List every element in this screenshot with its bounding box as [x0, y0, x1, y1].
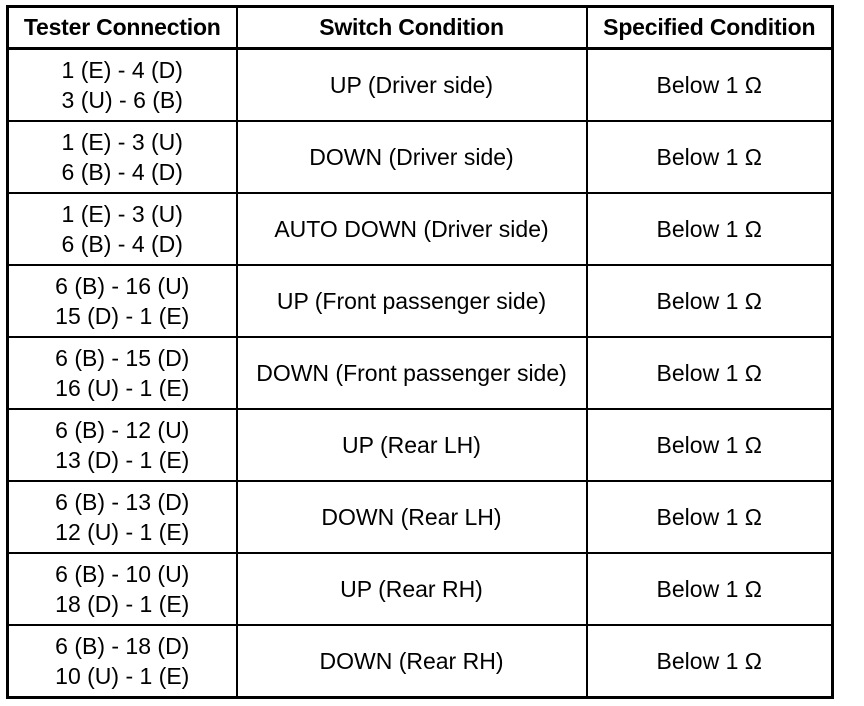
- switch-condition-cell: DOWN (Driver side): [237, 121, 587, 193]
- specified-condition-cell: Below 1 Ω: [587, 193, 833, 265]
- connection-line: 6 (B) - 18 (D): [55, 633, 190, 660]
- switch-condition-cell: UP (Rear LH): [237, 409, 587, 481]
- specified-condition-cell: Below 1 Ω: [587, 337, 833, 409]
- tester-connection-cell: [8, 265, 237, 337]
- switch-condition-cell: UP (Driver side): [237, 49, 587, 121]
- tester-connection-cell: [8, 193, 237, 265]
- switch-condition-cell: DOWN (Rear RH): [237, 625, 587, 697]
- connection-line: 16 (U) - 1 (E): [55, 374, 190, 401]
- connection-line: 10 (U) - 1 (E): [55, 663, 190, 690]
- connection-line: 13 (D) - 1 (E): [55, 447, 190, 474]
- switch-condition-cell: UP (Front passenger side): [237, 265, 587, 337]
- tester-connection-cell: [8, 553, 237, 625]
- header-tester-connection: Tester Connection: [8, 7, 237, 49]
- connection-line: 6 (B) - 12 (U): [55, 417, 190, 444]
- connection-line: 6 (B) - 4 (D): [61, 230, 183, 257]
- connection-line: 6 (B) - 16 (U): [55, 272, 190, 299]
- connection-line: 1 (E) - 4 (D): [61, 56, 183, 83]
- header-switch-condition: Switch Condition: [237, 7, 587, 49]
- switch-inspection-table: [6, 5, 834, 699]
- connection-line: 18 (D) - 1 (E): [55, 591, 190, 618]
- tester-connection-cell: [8, 625, 237, 697]
- table-row: [8, 49, 833, 121]
- specified-condition-cell: Below 1 Ω: [587, 49, 833, 121]
- specified-condition-cell: Below 1 Ω: [587, 553, 833, 625]
- tester-connection-cell: [8, 481, 237, 553]
- specified-condition-cell: Below 1 Ω: [587, 265, 833, 337]
- switch-condition-cell: UP (Rear RH): [237, 553, 587, 625]
- connection-line: 6 (B) - 15 (D): [55, 344, 190, 371]
- switch-condition-cell: AUTO DOWN (Driver side): [237, 193, 587, 265]
- table-header-row: [8, 7, 833, 49]
- switch-condition-cell: DOWN (Rear LH): [237, 481, 587, 553]
- connection-line: 6 (B) - 13 (D): [55, 489, 190, 516]
- connection-line: 15 (D) - 1 (E): [55, 302, 190, 329]
- connection-line: 1 (E) - 3 (U): [61, 128, 183, 155]
- connection-line: 6 (B) - 4 (D): [61, 158, 183, 185]
- tester-connection-cell: [8, 337, 237, 409]
- table-row: [8, 265, 833, 337]
- table-row: [8, 625, 833, 697]
- connection-line: 3 (U) - 6 (B): [61, 86, 183, 113]
- header-specified-condition: Specified Condition: [587, 7, 833, 49]
- specified-condition-cell: Below 1 Ω: [587, 409, 833, 481]
- specified-condition-cell: Below 1 Ω: [587, 121, 833, 193]
- tester-connection-cell: [8, 409, 237, 481]
- tester-connection-cell: [8, 121, 237, 193]
- connection-line: 1 (E) - 3 (U): [61, 200, 183, 227]
- table-row: [8, 481, 833, 553]
- specified-condition-cell: Below 1 Ω: [587, 481, 833, 553]
- connection-line: 12 (U) - 1 (E): [55, 519, 190, 546]
- connection-line: 6 (B) - 10 (U): [55, 561, 190, 588]
- table-row: [8, 553, 833, 625]
- table-row: [8, 121, 833, 193]
- table-row: [8, 193, 833, 265]
- table-row: [8, 409, 833, 481]
- specified-condition-cell: Below 1 Ω: [587, 625, 833, 697]
- tester-connection-cell: [8, 49, 237, 121]
- switch-condition-cell: DOWN (Front passenger side): [237, 337, 587, 409]
- table-row: [8, 337, 833, 409]
